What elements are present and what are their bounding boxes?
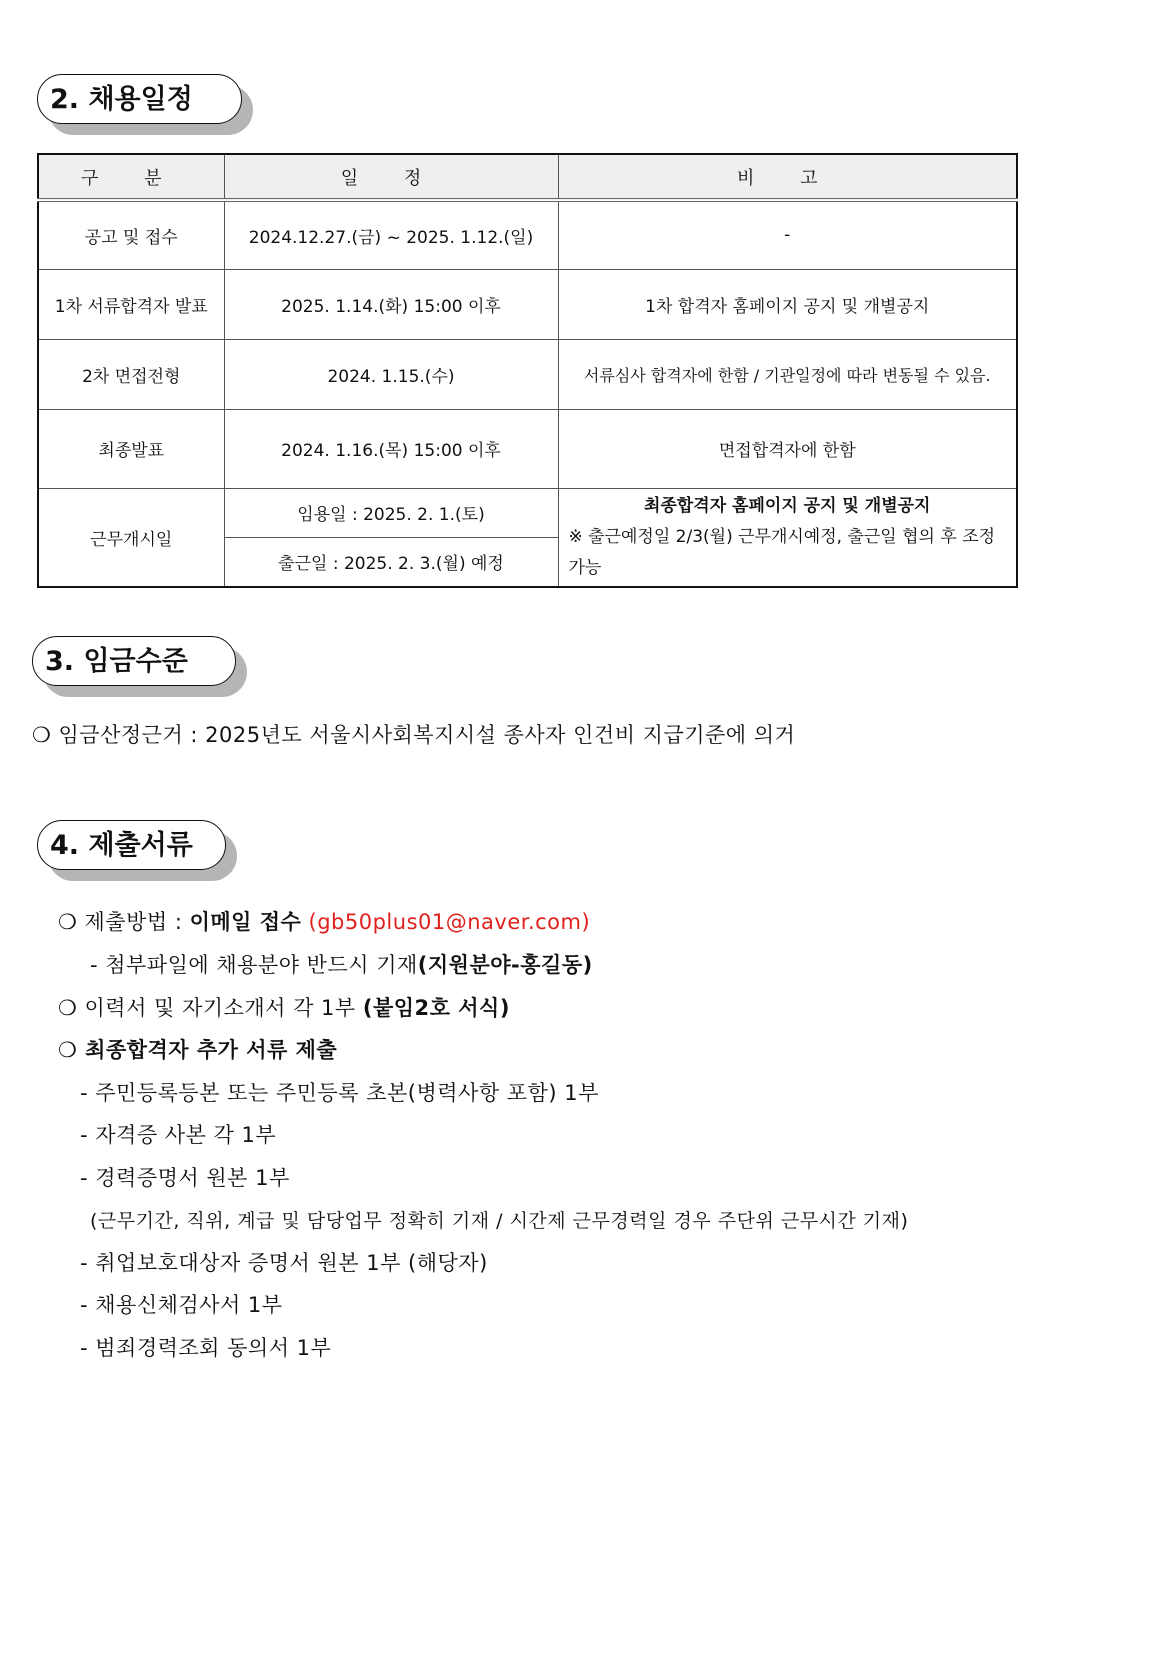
row-note bbox=[558, 488, 1017, 587]
method-label: ❍ 제출방법 : bbox=[58, 910, 190, 934]
doc-item: - 채용신체검사서 1부 bbox=[80, 1293, 283, 1317]
note-bold: 최종합격자 홈페이지 공지 및 개별공지 bbox=[644, 495, 931, 516]
row-date-appointment: 임용일 : 2025. 2. 1.(토) bbox=[224, 488, 558, 537]
doc-item: - 주민등록등본 또는 주민등록 초본(병력사항 포함) 1부 bbox=[80, 1081, 599, 1105]
row-date: 2024.12.27.(금) ~ 2025. 1.12.(일) bbox=[224, 200, 558, 269]
doc-item: - 경력증명서 원본 1부 bbox=[80, 1166, 290, 1190]
row-note: 면접합격자에 한함 bbox=[558, 409, 1017, 488]
attach-line bbox=[90, 949, 593, 979]
resume-line bbox=[58, 992, 510, 1022]
wage-text: 임금산정근거 : 2025년도 서울시사회복지시설 종사자 인건비 지급기준에 의거 bbox=[58, 723, 796, 747]
row-note: 1차 합격자 홈페이지 공지 및 개별공지 bbox=[558, 269, 1017, 339]
bullet-icon: ❍ bbox=[32, 723, 52, 747]
row-date-start: 출근일 : 2025. 2. 3.(월) 예정 bbox=[224, 537, 558, 586]
resume-text: ❍ 이력서 및 자기소개서 각 1부 bbox=[58, 996, 363, 1020]
method-value: 이메일 접수 bbox=[189, 910, 302, 934]
attach-text: - 첨부파일에 채용분야 반드시 기재 bbox=[90, 953, 418, 977]
final-docs-line: ❍ 최종합격자 추가 서류 제출 bbox=[58, 1038, 338, 1062]
doc-item: - 범죄경력조회 동의서 1부 bbox=[80, 1336, 332, 1360]
row-date: 2025. 1.14.(화) 15:00 이후 bbox=[224, 269, 558, 339]
row-item: 공고 및 접수 bbox=[38, 200, 224, 269]
doc-item: - 자격증 사본 각 1부 bbox=[80, 1123, 277, 1147]
header-schedule: 일 정 bbox=[224, 154, 558, 200]
section-heading-schedule: 2. 채용일정 bbox=[37, 74, 242, 124]
table-row bbox=[38, 488, 1017, 537]
table-row bbox=[38, 339, 1017, 409]
row-item: 1차 서류합격자 발표 bbox=[38, 269, 224, 339]
doc-item-note: (근무기간, 직위, 계급 및 담당업무 정확히 기재 / 시간제 근무경력일 경우 주단위 근무시간 기재) bbox=[90, 1210, 909, 1232]
table-header-row bbox=[38, 154, 1017, 200]
row-item: 최종발표 bbox=[38, 409, 224, 488]
section-heading-documents: 4. 제출서류 bbox=[37, 820, 226, 870]
table-row bbox=[38, 200, 1017, 269]
row-note: 서류심사 합격자에 한함 / 기관일정에 따라 변동될 수 있음. bbox=[558, 339, 1017, 409]
method-line bbox=[58, 906, 590, 936]
attach-bold: (지원분야-홍길동) bbox=[417, 953, 593, 977]
schedule-table bbox=[37, 153, 1018, 588]
email-link[interactable]: (gb50plus01@naver.com) bbox=[308, 910, 591, 934]
note-detail: ※ 출근예정일 2/3(월) 근무개시예정, 출근일 협의 후 조정 가능 bbox=[568, 526, 996, 578]
wage-line bbox=[32, 719, 795, 749]
table-row bbox=[38, 269, 1017, 339]
row-note: - bbox=[558, 200, 1017, 269]
row-date: 2024. 1.15.(수) bbox=[224, 339, 558, 409]
section-heading-wage: 3. 임금수준 bbox=[32, 636, 236, 686]
header-category: 구 분 bbox=[38, 154, 224, 200]
row-date: 2024. 1.16.(목) 15:00 이후 bbox=[224, 409, 558, 488]
row-item: 2차 면접전형 bbox=[38, 339, 224, 409]
header-note: 비 고 bbox=[558, 154, 1017, 200]
resume-bold: (붙임2호 서식) bbox=[362, 996, 510, 1020]
table-row bbox=[38, 409, 1017, 488]
row-item: 근무개시일 bbox=[38, 488, 224, 587]
doc-item: - 취업보호대상자 증명서 원본 1부 (해당자) bbox=[80, 1251, 488, 1275]
